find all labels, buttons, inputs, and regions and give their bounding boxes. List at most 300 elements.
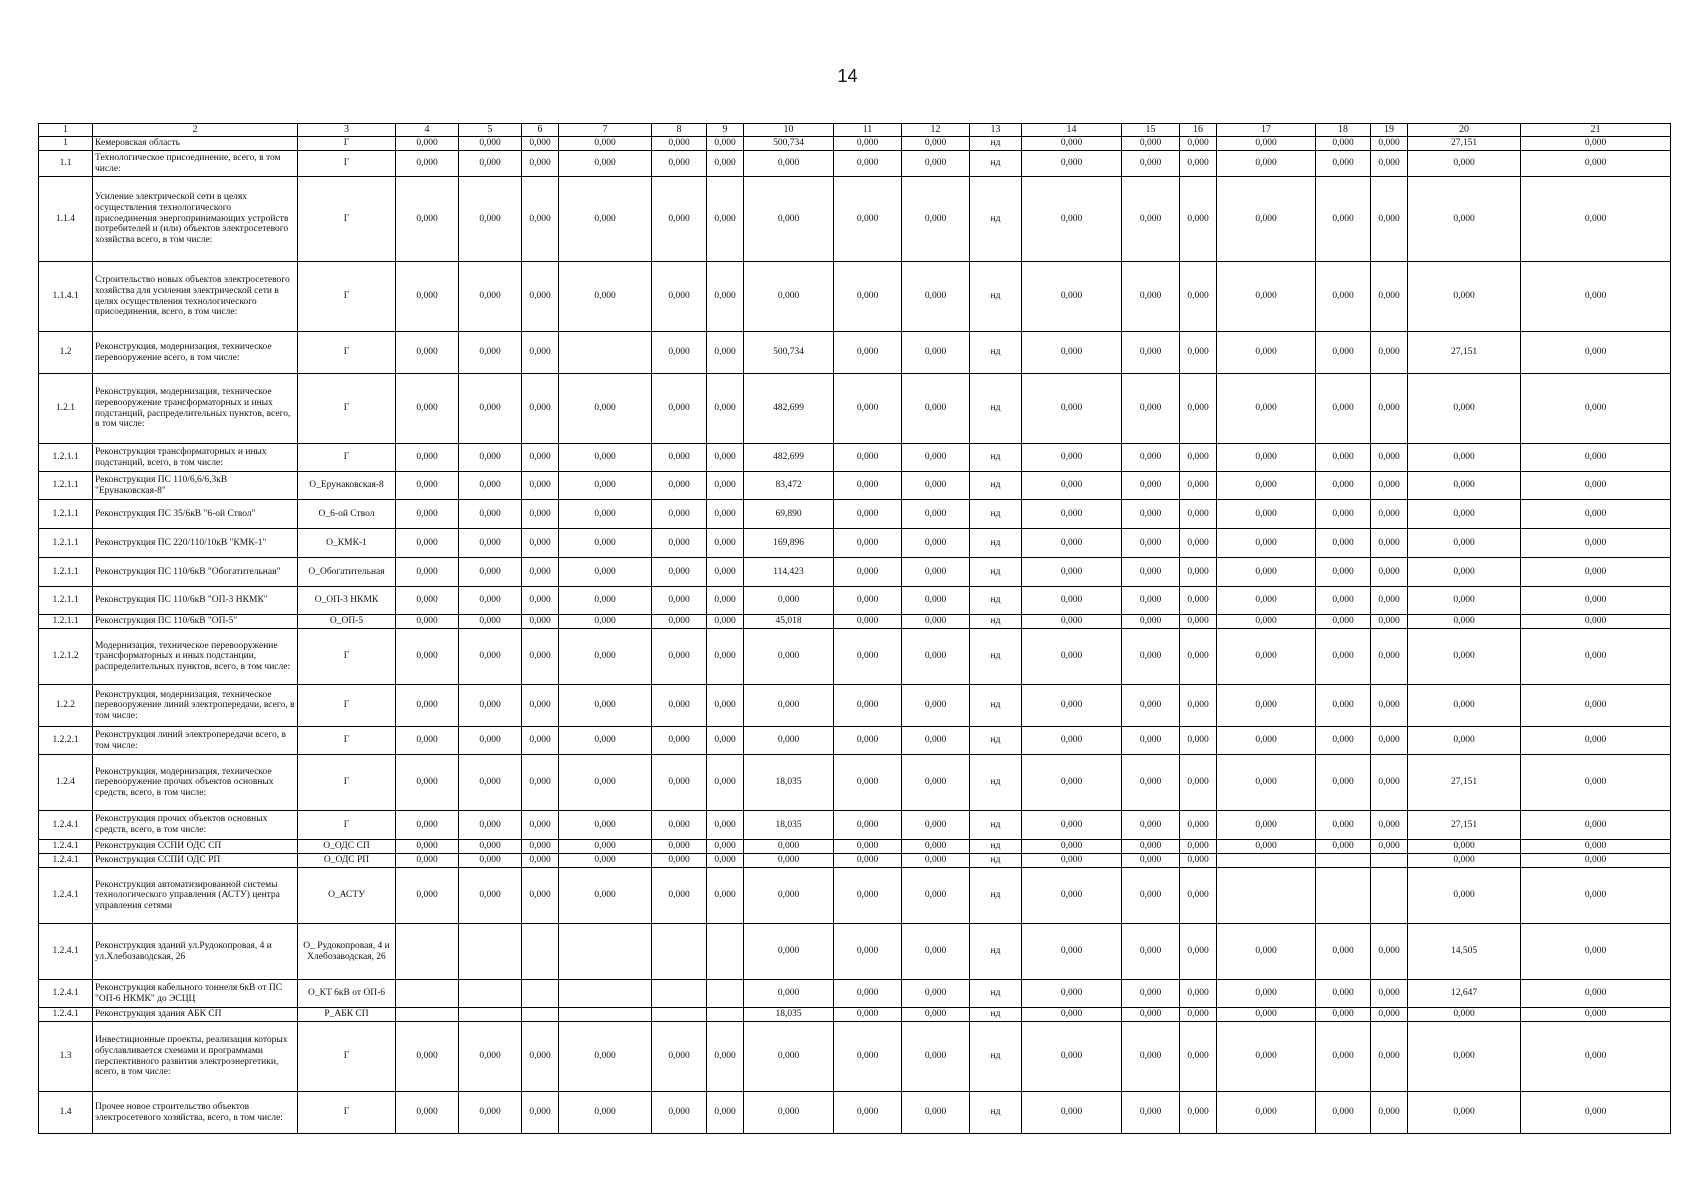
cell-value: 0,000 [1180, 137, 1217, 151]
cell-value: 0,000 [1371, 924, 1408, 980]
cell-value: 0,000 [1316, 1022, 1371, 1092]
cell-value: нд [970, 151, 1022, 177]
cell-value: 0,000 [459, 374, 522, 444]
cell-value: 0,000 [652, 629, 707, 685]
cell-value: 0,000 [744, 980, 834, 1008]
cell-value: 0,000 [522, 177, 559, 262]
row-name: Технологическое присоединение, всего, в том числе: [93, 151, 298, 177]
cell-value: 0,000 [1521, 868, 1671, 924]
cell-value: 0,000 [1408, 727, 1521, 755]
cell-value: 0,000 [459, 587, 522, 615]
cell-value: 0,000 [1408, 500, 1521, 529]
row-code: 1.2.1.1 [39, 444, 93, 472]
cell-value: 0,000 [1022, 685, 1122, 727]
cell-value [396, 1008, 459, 1022]
cell-value: 0,000 [707, 629, 744, 685]
cell-value: 0,000 [396, 868, 459, 924]
table-row [39, 558, 1671, 587]
cell-value: 0,000 [1521, 685, 1671, 727]
cell-value: 0,000 [652, 374, 707, 444]
cell-value: 0,000 [1521, 1022, 1671, 1092]
cell-value: 0,000 [744, 924, 834, 980]
cell-value: 500,734 [744, 332, 834, 374]
cell-value: 0,000 [1122, 924, 1180, 980]
row-name: Реконструкция ССПИ ОДС РП [93, 854, 298, 868]
cell-value: нд [970, 685, 1022, 727]
cell-value: 0,000 [1316, 177, 1371, 262]
cell-value: 0,000 [1122, 262, 1180, 332]
cell-value: 0,000 [1521, 558, 1671, 587]
cell-value: 0,000 [1521, 980, 1671, 1008]
cell-value: 0,000 [1217, 1092, 1316, 1134]
cell-value: 0,000 [1408, 629, 1521, 685]
cell-value: 0,000 [652, 262, 707, 332]
cell-value: 0,000 [1316, 151, 1371, 177]
cell-value: 0,000 [834, 262, 902, 332]
table-row [39, 629, 1671, 685]
column-number: 15 [1122, 124, 1180, 137]
cell-value: 0,000 [1316, 629, 1371, 685]
cell-value: 0,000 [1371, 472, 1408, 500]
column-number: 14 [1022, 124, 1122, 137]
row-code: 1.1 [39, 151, 93, 177]
cell-value: 0,000 [707, 727, 744, 755]
cell-value: 0,000 [1371, 727, 1408, 755]
cell-value: 0,000 [1521, 177, 1671, 262]
cell-value: 0,000 [559, 151, 652, 177]
cell-value: 0,000 [396, 1092, 459, 1134]
cell-value: 0,000 [396, 1022, 459, 1092]
cell-value: 0,000 [744, 868, 834, 924]
cell-value: 0,000 [834, 177, 902, 262]
cell-value: 0,000 [652, 151, 707, 177]
cell-value: 0,000 [652, 332, 707, 374]
cell-value: 0,000 [1316, 980, 1371, 1008]
cell-value: 0,000 [559, 1022, 652, 1092]
cell-value: 0,000 [1122, 177, 1180, 262]
column-number: 12 [902, 124, 970, 137]
cell-value: 0,000 [559, 177, 652, 262]
cell-value: 0,000 [1316, 444, 1371, 472]
cell-value [396, 924, 459, 980]
cell-value: 0,000 [902, 444, 970, 472]
cell-value: 0,000 [834, 137, 902, 151]
cell-value: 0,000 [834, 980, 902, 1008]
cell-value: 0,000 [1371, 629, 1408, 685]
cell-value: 0,000 [1180, 840, 1217, 854]
cell-value: 0,000 [559, 472, 652, 500]
object-id: О_ОП-5 [298, 615, 396, 629]
cell-value: 0,000 [1371, 1092, 1408, 1134]
cell-value: 0,000 [1122, 727, 1180, 755]
cell-value: 0,000 [396, 558, 459, 587]
cell-value: 0,000 [1408, 840, 1521, 854]
cell-value: 0,000 [1408, 685, 1521, 727]
cell-value: нд [970, 374, 1022, 444]
cell-value: 0,000 [744, 854, 834, 868]
row-name: Реконструкция ПС 110/6,6/6,3кВ "Ерунаковская-8" [93, 472, 298, 500]
cell-value: 0,000 [1217, 332, 1316, 374]
cell-value: 0,000 [559, 1092, 652, 1134]
cell-value: 0,000 [1217, 755, 1316, 811]
cell-value: 0,000 [1408, 374, 1521, 444]
cell-value: нд [970, 727, 1022, 755]
cell-value: 0,000 [1521, 854, 1671, 868]
cell-value: 0,000 [396, 262, 459, 332]
table-row [39, 137, 1671, 151]
cell-value: 0,000 [902, 472, 970, 500]
cell-value: 0,000 [834, 472, 902, 500]
cell-value: 0,000 [1408, 262, 1521, 332]
row-code: 1.2.1.1 [39, 500, 93, 529]
object-id: Г [298, 137, 396, 151]
object-id: О_ Рудокопровая, 4 и Хлебозаводская, 26 [298, 924, 396, 980]
cell-value: 0,000 [1180, 374, 1217, 444]
cell-value: 0,000 [902, 262, 970, 332]
column-number: 16 [1180, 124, 1217, 137]
row-code: 1.2.1.1 [39, 615, 93, 629]
cell-value: 0,000 [396, 727, 459, 755]
cell-value: 0,000 [459, 840, 522, 854]
cell-value: 69,890 [744, 500, 834, 529]
cell-value: 0,000 [522, 811, 559, 840]
cell-value: 0,000 [1122, 500, 1180, 529]
cell-value: 0,000 [1022, 444, 1122, 472]
cell-value: 0,000 [707, 332, 744, 374]
cell-value: 0,000 [522, 137, 559, 151]
cell-value: 0,000 [902, 811, 970, 840]
cell-value: 0,000 [1180, 558, 1217, 587]
cell-value: 0,000 [1022, 151, 1122, 177]
row-name: Реконструкция трансформаторных и иных подстанций, всего, в том числе: [93, 444, 298, 472]
cell-value: 0,000 [522, 1092, 559, 1134]
row-code: 1.2.4.1 [39, 980, 93, 1008]
cell-value: 0,000 [1521, 137, 1671, 151]
column-number: 9 [707, 124, 744, 137]
cell-value: 0,000 [559, 444, 652, 472]
object-id: О_АСТУ [298, 868, 396, 924]
cell-value: 0,000 [1316, 685, 1371, 727]
cell-value: 0,000 [834, 629, 902, 685]
cell-value: 0,000 [1521, 444, 1671, 472]
cell-value: 0,000 [459, 868, 522, 924]
cell-value: 0,000 [902, 685, 970, 727]
cell-value: 0,000 [1022, 840, 1122, 854]
cell-value: 45,018 [744, 615, 834, 629]
cell-value: 0,000 [1408, 1022, 1521, 1092]
row-name: Реконструкция здания АБК СП [93, 1008, 298, 1022]
cell-value: 0,000 [1408, 177, 1521, 262]
cell-value: 0,000 [744, 1022, 834, 1092]
cell-value: 0,000 [1122, 755, 1180, 811]
cell-value: 0,000 [1217, 151, 1316, 177]
cell-value: 0,000 [1022, 755, 1122, 811]
table-row [39, 615, 1671, 629]
cell-value: 0,000 [1022, 980, 1122, 1008]
column-number: 19 [1371, 124, 1408, 137]
cell-value: 0,000 [396, 444, 459, 472]
cell-value: 0,000 [522, 840, 559, 854]
cell-value: нд [970, 811, 1022, 840]
cell-value: 0,000 [707, 444, 744, 472]
row-code: 1.2.1 [39, 374, 93, 444]
cell-value: 114,423 [744, 558, 834, 587]
cell-value: 0,000 [707, 615, 744, 629]
cell-value: 0,000 [1022, 1008, 1122, 1022]
cell-value: 0,000 [1408, 151, 1521, 177]
cell-value: 0,000 [1371, 529, 1408, 558]
cell-value [459, 924, 522, 980]
cell-value: 0,000 [1180, 980, 1217, 1008]
cell-value: 0,000 [459, 615, 522, 629]
column-number: 8 [652, 124, 707, 137]
cell-value: 0,000 [559, 854, 652, 868]
cell-value: 0,000 [459, 262, 522, 332]
cell-value: нд [970, 1092, 1022, 1134]
cell-value: 0,000 [1521, 374, 1671, 444]
cell-value: 0,000 [396, 685, 459, 727]
cell-value: 0,000 [1122, 615, 1180, 629]
row-code: 1.2 [39, 332, 93, 374]
cell-value: 0,000 [559, 727, 652, 755]
cell-value: 0,000 [902, 629, 970, 685]
table-row [39, 854, 1671, 868]
cell-value: 0,000 [1217, 629, 1316, 685]
cell-value: 0,000 [522, 472, 559, 500]
cell-value: 0,000 [1022, 374, 1122, 444]
row-name: Реконструкция, модернизация, техническое перевооружение прочих объектов основных средств, всего, в том числе: [93, 755, 298, 811]
cell-value: 0,000 [522, 151, 559, 177]
row-name: Реконструкция, модернизация, техническое перевооружение трансформаторных и иных подстанций, распределительных пунктов, всего, в том числе: [93, 374, 298, 444]
cell-value: 0,000 [522, 444, 559, 472]
row-name: Кемеровская область [93, 137, 298, 151]
table-row [39, 374, 1671, 444]
cell-value: 27,151 [1408, 332, 1521, 374]
cell-value: 0,000 [902, 840, 970, 854]
cell-value: 0,000 [459, 500, 522, 529]
cell-value: 0,000 [1408, 854, 1521, 868]
cell-value: 0,000 [559, 587, 652, 615]
cell-value: 0,000 [1521, 1008, 1671, 1022]
cell-value: 0,000 [1521, 811, 1671, 840]
cell-value: нд [970, 444, 1022, 472]
object-id: Г [298, 177, 396, 262]
cell-value: 0,000 [522, 868, 559, 924]
cell-value: 0,000 [707, 840, 744, 854]
cell-value: 0,000 [707, 1022, 744, 1092]
cell-value: 27,151 [1408, 755, 1521, 811]
column-number: 4 [396, 124, 459, 137]
cell-value: 0,000 [1122, 137, 1180, 151]
cell-value: 0,000 [902, 529, 970, 558]
cell-value: 0,000 [652, 177, 707, 262]
cell-value: нд [970, 587, 1022, 615]
cell-value: 27,151 [1408, 811, 1521, 840]
cell-value: 0,000 [1122, 529, 1180, 558]
cell-value: нд [970, 137, 1022, 151]
cell-value: 0,000 [707, 558, 744, 587]
cell-value: 0,000 [1408, 615, 1521, 629]
object-id: О_Обогатительная [298, 558, 396, 587]
cell-value: 0,000 [707, 374, 744, 444]
cell-value: 0,000 [652, 587, 707, 615]
cell-value: 0,000 [1217, 727, 1316, 755]
cell-value: 0,000 [1408, 587, 1521, 615]
cell-value: 0,000 [1217, 529, 1316, 558]
cell-value: 0,000 [652, 811, 707, 840]
cell-value [707, 924, 744, 980]
cell-value: 0,000 [1022, 177, 1122, 262]
cell-value: 0,000 [522, 374, 559, 444]
row-name: Инвестиционные проекты, реализация которых обуславливается схемами и программами перспективного развития электроэнергетики, всего, в том числе: [93, 1022, 298, 1092]
cell-value: 0,000 [1022, 500, 1122, 529]
cell-value: 18,035 [744, 1008, 834, 1022]
cell-value [1316, 868, 1371, 924]
cell-value: 0,000 [459, 177, 522, 262]
row-name: Реконструкция ССПИ ОДС СП [93, 840, 298, 854]
cell-value: 0,000 [396, 755, 459, 811]
cell-value: 0,000 [559, 500, 652, 529]
cell-value: 0,000 [1217, 500, 1316, 529]
cell-value: 0,000 [1316, 558, 1371, 587]
cell-value: 0,000 [1521, 529, 1671, 558]
cell-value: 0,000 [1180, 1008, 1217, 1022]
cell-value: 0,000 [707, 472, 744, 500]
cell-value: 0,000 [1371, 980, 1408, 1008]
cell-value: 0,000 [707, 177, 744, 262]
cell-value: 0,000 [1316, 924, 1371, 980]
cell-value: 0,000 [1122, 854, 1180, 868]
row-code: 1 [39, 137, 93, 151]
cell-value: 0,000 [1180, 629, 1217, 685]
cell-value: 0,000 [707, 262, 744, 332]
cell-value: 0,000 [1371, 1008, 1408, 1022]
cell-value: 0,000 [396, 629, 459, 685]
table-row [39, 151, 1671, 177]
cell-value [522, 980, 559, 1008]
cell-value: нд [970, 924, 1022, 980]
row-code: 1.2.4.1 [39, 840, 93, 854]
cell-value: 0,000 [559, 529, 652, 558]
row-code: 1.2.4.1 [39, 868, 93, 924]
row-code: 1.2.1.1 [39, 558, 93, 587]
cell-value [1217, 868, 1316, 924]
cell-value: 0,000 [652, 558, 707, 587]
cell-value: 0,000 [522, 685, 559, 727]
row-code: 1.2.1.1 [39, 587, 93, 615]
cell-value [559, 980, 652, 1008]
cell-value: 0,000 [1217, 1022, 1316, 1092]
cell-value [522, 1008, 559, 1022]
cell-value: 0,000 [1122, 868, 1180, 924]
cell-value: 0,000 [1122, 151, 1180, 177]
cell-value: 0,000 [1521, 924, 1671, 980]
cell-value: 0,000 [652, 137, 707, 151]
row-code: 1.1.4.1 [39, 262, 93, 332]
cell-value: 0,000 [396, 472, 459, 500]
cell-value [459, 980, 522, 1008]
cell-value: 0,000 [1371, 262, 1408, 332]
cell-value: нд [970, 980, 1022, 1008]
cell-value: 0,000 [1122, 811, 1180, 840]
cell-value: 0,000 [1408, 1008, 1521, 1022]
column-number: 17 [1217, 124, 1316, 137]
cell-value: 0,000 [1217, 444, 1316, 472]
cell-value: 0,000 [1180, 151, 1217, 177]
cell-value: 0,000 [1217, 1008, 1316, 1022]
cell-value: 0,000 [902, 1008, 970, 1022]
cell-value: 0,000 [396, 587, 459, 615]
cell-value: 0,000 [744, 840, 834, 854]
column-number: 10 [744, 124, 834, 137]
cell-value: 0,000 [1316, 811, 1371, 840]
cell-value: 0,000 [1022, 1022, 1122, 1092]
cell-value: 0,000 [707, 137, 744, 151]
cell-value: 0,000 [1180, 332, 1217, 374]
row-name: Реконструкция прочих объектов основных средств, всего, в том числе: [93, 811, 298, 840]
cell-value: 0,000 [1022, 1092, 1122, 1134]
cell-value: нд [970, 755, 1022, 811]
cell-value: 0,000 [1521, 500, 1671, 529]
table-row [39, 472, 1671, 500]
cell-value: 0,000 [652, 868, 707, 924]
cell-value: 18,035 [744, 755, 834, 811]
row-name: Реконструкция линий электропередачи всего, в том числе: [93, 727, 298, 755]
row-code: 1.2.4.1 [39, 811, 93, 840]
row-code: 1.2.2 [39, 685, 93, 727]
cell-value: 0,000 [1316, 137, 1371, 151]
cell-value: 0,000 [1022, 332, 1122, 374]
cell-value: 0,000 [707, 854, 744, 868]
cell-value: 0,000 [1521, 755, 1671, 811]
cell-value: 0,000 [522, 615, 559, 629]
cell-value: 0,000 [1022, 924, 1122, 980]
row-name: Реконструкция ПС 35/6кВ "6-ой Ствол" [93, 500, 298, 529]
object-id: О_КМК-1 [298, 529, 396, 558]
cell-value: 482,699 [744, 374, 834, 444]
cell-value: 0,000 [1022, 472, 1122, 500]
cell-value: нд [970, 840, 1022, 854]
cell-value: 0,000 [1180, 685, 1217, 727]
cell-value: 0,000 [559, 629, 652, 685]
cell-value: нд [970, 629, 1022, 685]
cell-value: нд [970, 529, 1022, 558]
cell-value: 0,000 [1217, 177, 1316, 262]
object-id: О_Ерунаковская-8 [298, 472, 396, 500]
cell-value: 0,000 [459, 727, 522, 755]
cell-value: 0,000 [1521, 840, 1671, 854]
cell-value: 0,000 [396, 529, 459, 558]
cell-value: 0,000 [559, 811, 652, 840]
cell-value: 0,000 [1022, 868, 1122, 924]
cell-value: 0,000 [459, 444, 522, 472]
cell-value: 0,000 [652, 500, 707, 529]
cell-value: 0,000 [1316, 840, 1371, 854]
cell-value: 0,000 [1122, 374, 1180, 444]
cell-value: 0,000 [1180, 755, 1217, 811]
cell-value: 0,000 [559, 755, 652, 811]
object-id: О_ОДС РП [298, 854, 396, 868]
cell-value: 0,000 [1316, 262, 1371, 332]
cell-value: 0,000 [559, 374, 652, 444]
cell-value: 0,000 [459, 472, 522, 500]
cell-value: 0,000 [744, 685, 834, 727]
cell-value [652, 1008, 707, 1022]
cell-value: 0,000 [1180, 587, 1217, 615]
cell-value: 0,000 [652, 840, 707, 854]
cell-value: 0,000 [1122, 472, 1180, 500]
table-row [39, 262, 1671, 332]
